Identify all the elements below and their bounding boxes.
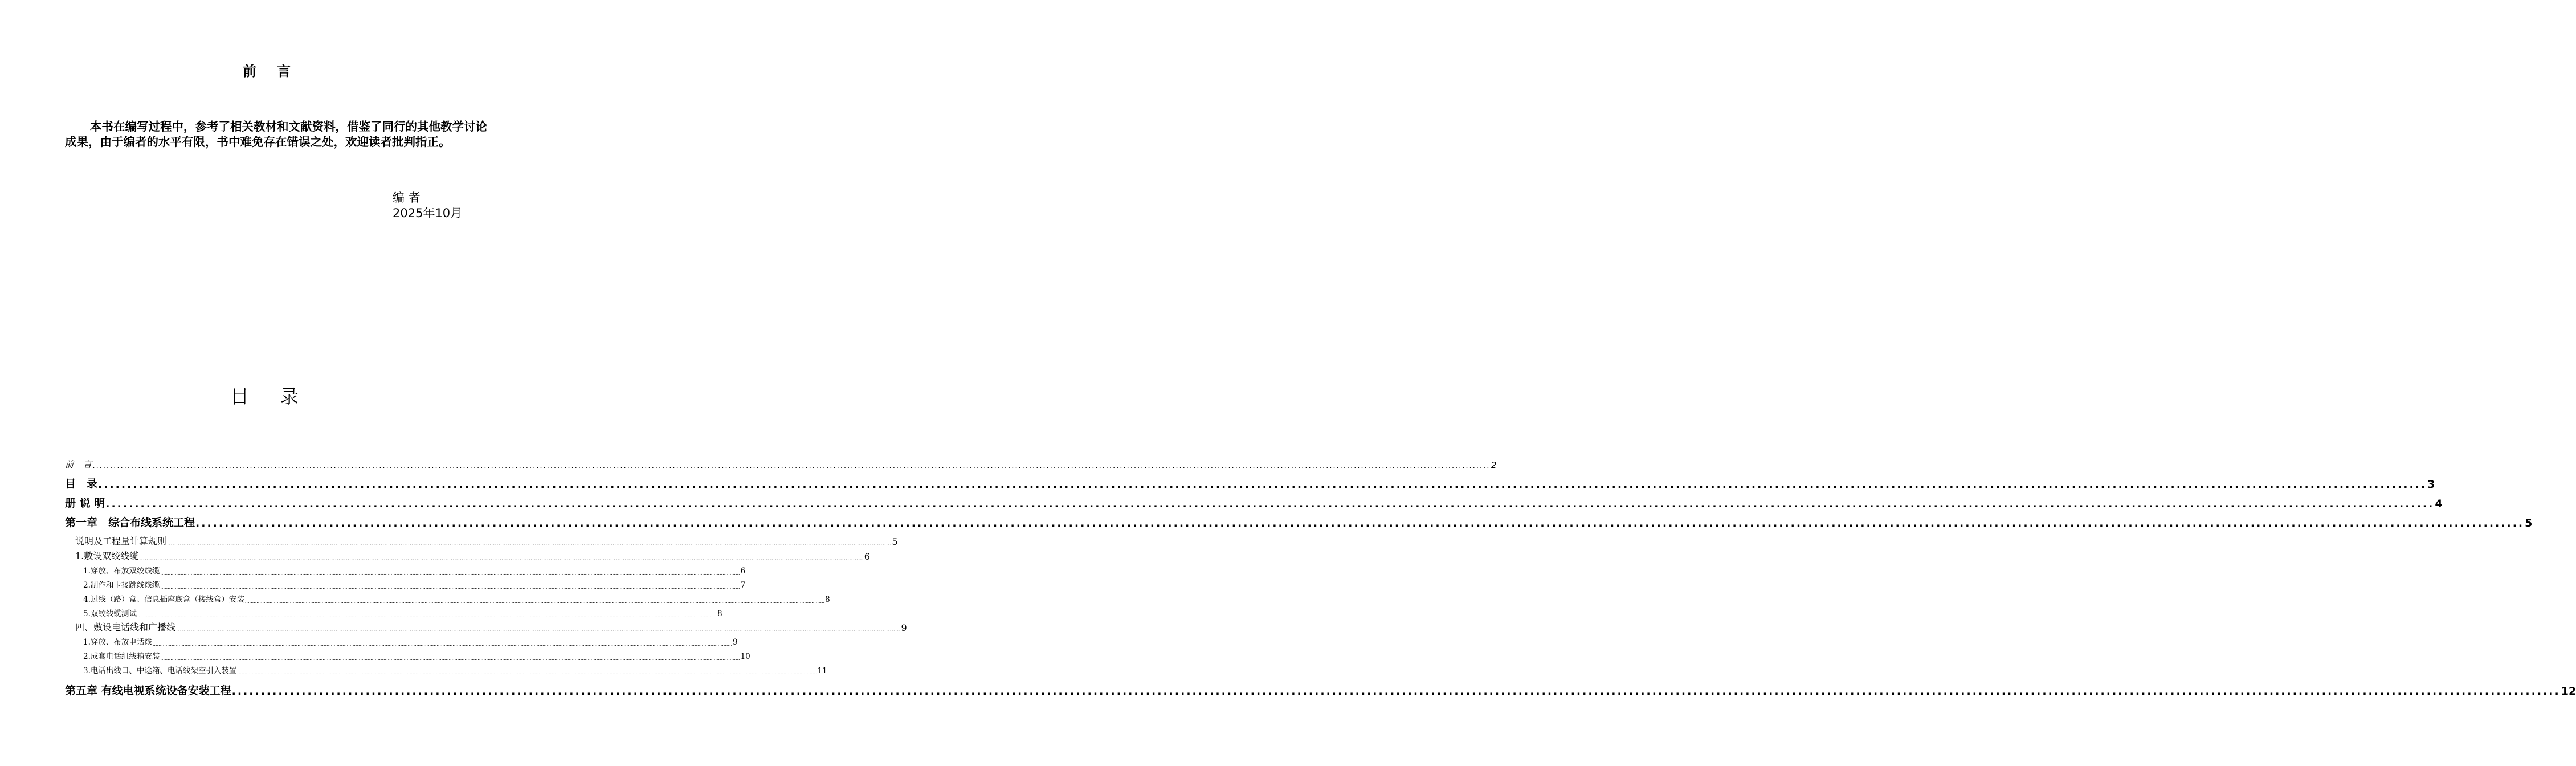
toc-entry-sub[interactable] [83,564,746,576]
toc-entry-contents[interactable] [65,476,2435,491]
toc-entry-label: 册 说 明 [65,497,105,510]
toc-entry-page: 3 [2427,478,2435,491]
toc-entry-chapter-1[interactable] [65,515,2533,529]
toc-entry-label: 3.电话出线口、中途箱、电话线架空引入装置 [83,666,237,675]
toc-title: 目 录 [230,385,312,408]
toc-entry-telephone[interactable] [75,621,907,633]
toc-entry-sub[interactable] [83,607,722,618]
toc-leader-dots: ................................................................................................................................................................................................................................................................................................................................................................................................................ [195,517,2525,529]
toc-leader-dots: ................................................................................................................................................................................................................................................................................................................................................................................................................ [152,642,733,647]
toc-leader-dots: ................................................................................................................................................................................................................................................................................................................................................................................................................ [139,556,864,562]
preface-title: 前 言 [242,63,299,79]
toc-entry-page: 8 [825,595,830,604]
preface-date: 2025年10月 [393,206,463,220]
toc-entry-label: 2.成套电话组线箱安装 [83,652,160,661]
toc-leader-dots: ................................................................................................................................................................................................................................................................................................................................................................................................................ [160,571,740,576]
toc-entry-sub[interactable] [83,635,738,647]
preface-body: 本书在编写过程中，参考了相关教材和文献资料，借鉴了同行的其他教学讨论成果，由于编者的水平有限，书中难免存在错误之处，欢迎读者批判指正。 [65,120,487,149]
toc-entry-label: 第五章 有线电视系统设备安装工程 [65,684,231,697]
toc-entry-page: 7 [740,581,746,590]
preface-signature: 编 者 [393,191,421,205]
toc-entry-page: 9 [901,622,907,633]
toc-entry-page: 8 [717,609,722,618]
preface-signature-block [393,190,462,221]
toc-entry-chapter-5[interactable] [65,682,2576,698]
toc-leader-dots: ................................................................................................................................................................................................................................................................................................................................................................................................................ [93,462,1491,470]
toc-entry-page: 2 [1491,460,1497,470]
toc-entry-page: 11 [817,666,827,675]
toc-entry-label: 四、敷设电话线和广播线 [75,622,176,633]
toc-leader-dots: ................................................................................................................................................................................................................................................................................................................................................................................................................ [105,498,2435,510]
toc-entry-label: 第一章 综合布线系统工程 [65,516,195,529]
toc-entry-page: 4 [2435,498,2443,510]
toc-entry-page: 6 [864,551,870,562]
toc-leader-dots: ................................................................................................................................................................................................................................................................................................................................................................................................................ [98,478,2427,491]
toc-entry-preface[interactable] [65,455,1497,470]
toc-leader-dots: ................................................................................................................................................................................................................................................................................................................................................................................................................ [176,627,901,633]
toc-entry-label: 目 录 [65,478,98,490]
toc-entry-manual-notes[interactable] [65,495,2443,510]
toc-entry-page: 5 [892,536,898,547]
toc-entry-label: 5.双绞线缆测试 [83,609,137,618]
toc-entry-label: 1.穿放、布放电话线 [83,638,152,647]
toc-entry-page: 5 [2525,517,2533,529]
toc-entry-sub[interactable] [83,664,827,675]
toc-entry-label: 说明及工程量计算规则 [75,536,167,547]
toc-entry-label: 1.敷设双绞线缆 [75,551,139,561]
toc-leader-dots: ................................................................................................................................................................................................................................................................................................................................................................................................................ [160,656,740,661]
toc-leader-dots: ................................................................................................................................................................................................................................................................................................................................................................................................................ [160,585,740,590]
toc-leader-dots: ................................................................................................................................................................................................................................................................................................................................................................................................................ [167,541,892,547]
toc-entry-page: 9 [733,638,738,647]
toc-entry-label: 2.制作和卡接跳线线缆 [83,581,160,590]
toc-entry-page: 10 [740,652,750,661]
toc-entry-twisted-pair[interactable] [75,549,870,562]
toc-entry-page: 12 [2561,685,2576,698]
toc-entry-sub[interactable] [83,593,830,604]
toc-entry-label: 前 言 [65,459,93,470]
toc-entry-label: 4.过线（路）盒、信息插座底盒（接线盒）安装 [83,595,244,604]
toc-leader-dots: ................................................................................................................................................................................................................................................................................................................................................................................................................ [137,613,717,618]
toc-entry-sub[interactable] [83,650,750,661]
toc-leader-dots: ................................................................................................................................................................................................................................................................................................................................................................................................................ [237,670,817,675]
toc-entry-rules[interactable] [75,535,898,547]
toc-entry-page: 6 [740,567,746,576]
toc-leader-dots: ................................................................................................................................................................................................................................................................................................................................................................................................................ [231,685,2561,698]
toc-entry-sub[interactable] [83,578,746,590]
toc-leader-dots: ................................................................................................................................................................................................................................................................................................................................................................................................................ [244,599,825,604]
toc-entry-label: 1.穿放、布放双绞线缆 [83,567,160,576]
